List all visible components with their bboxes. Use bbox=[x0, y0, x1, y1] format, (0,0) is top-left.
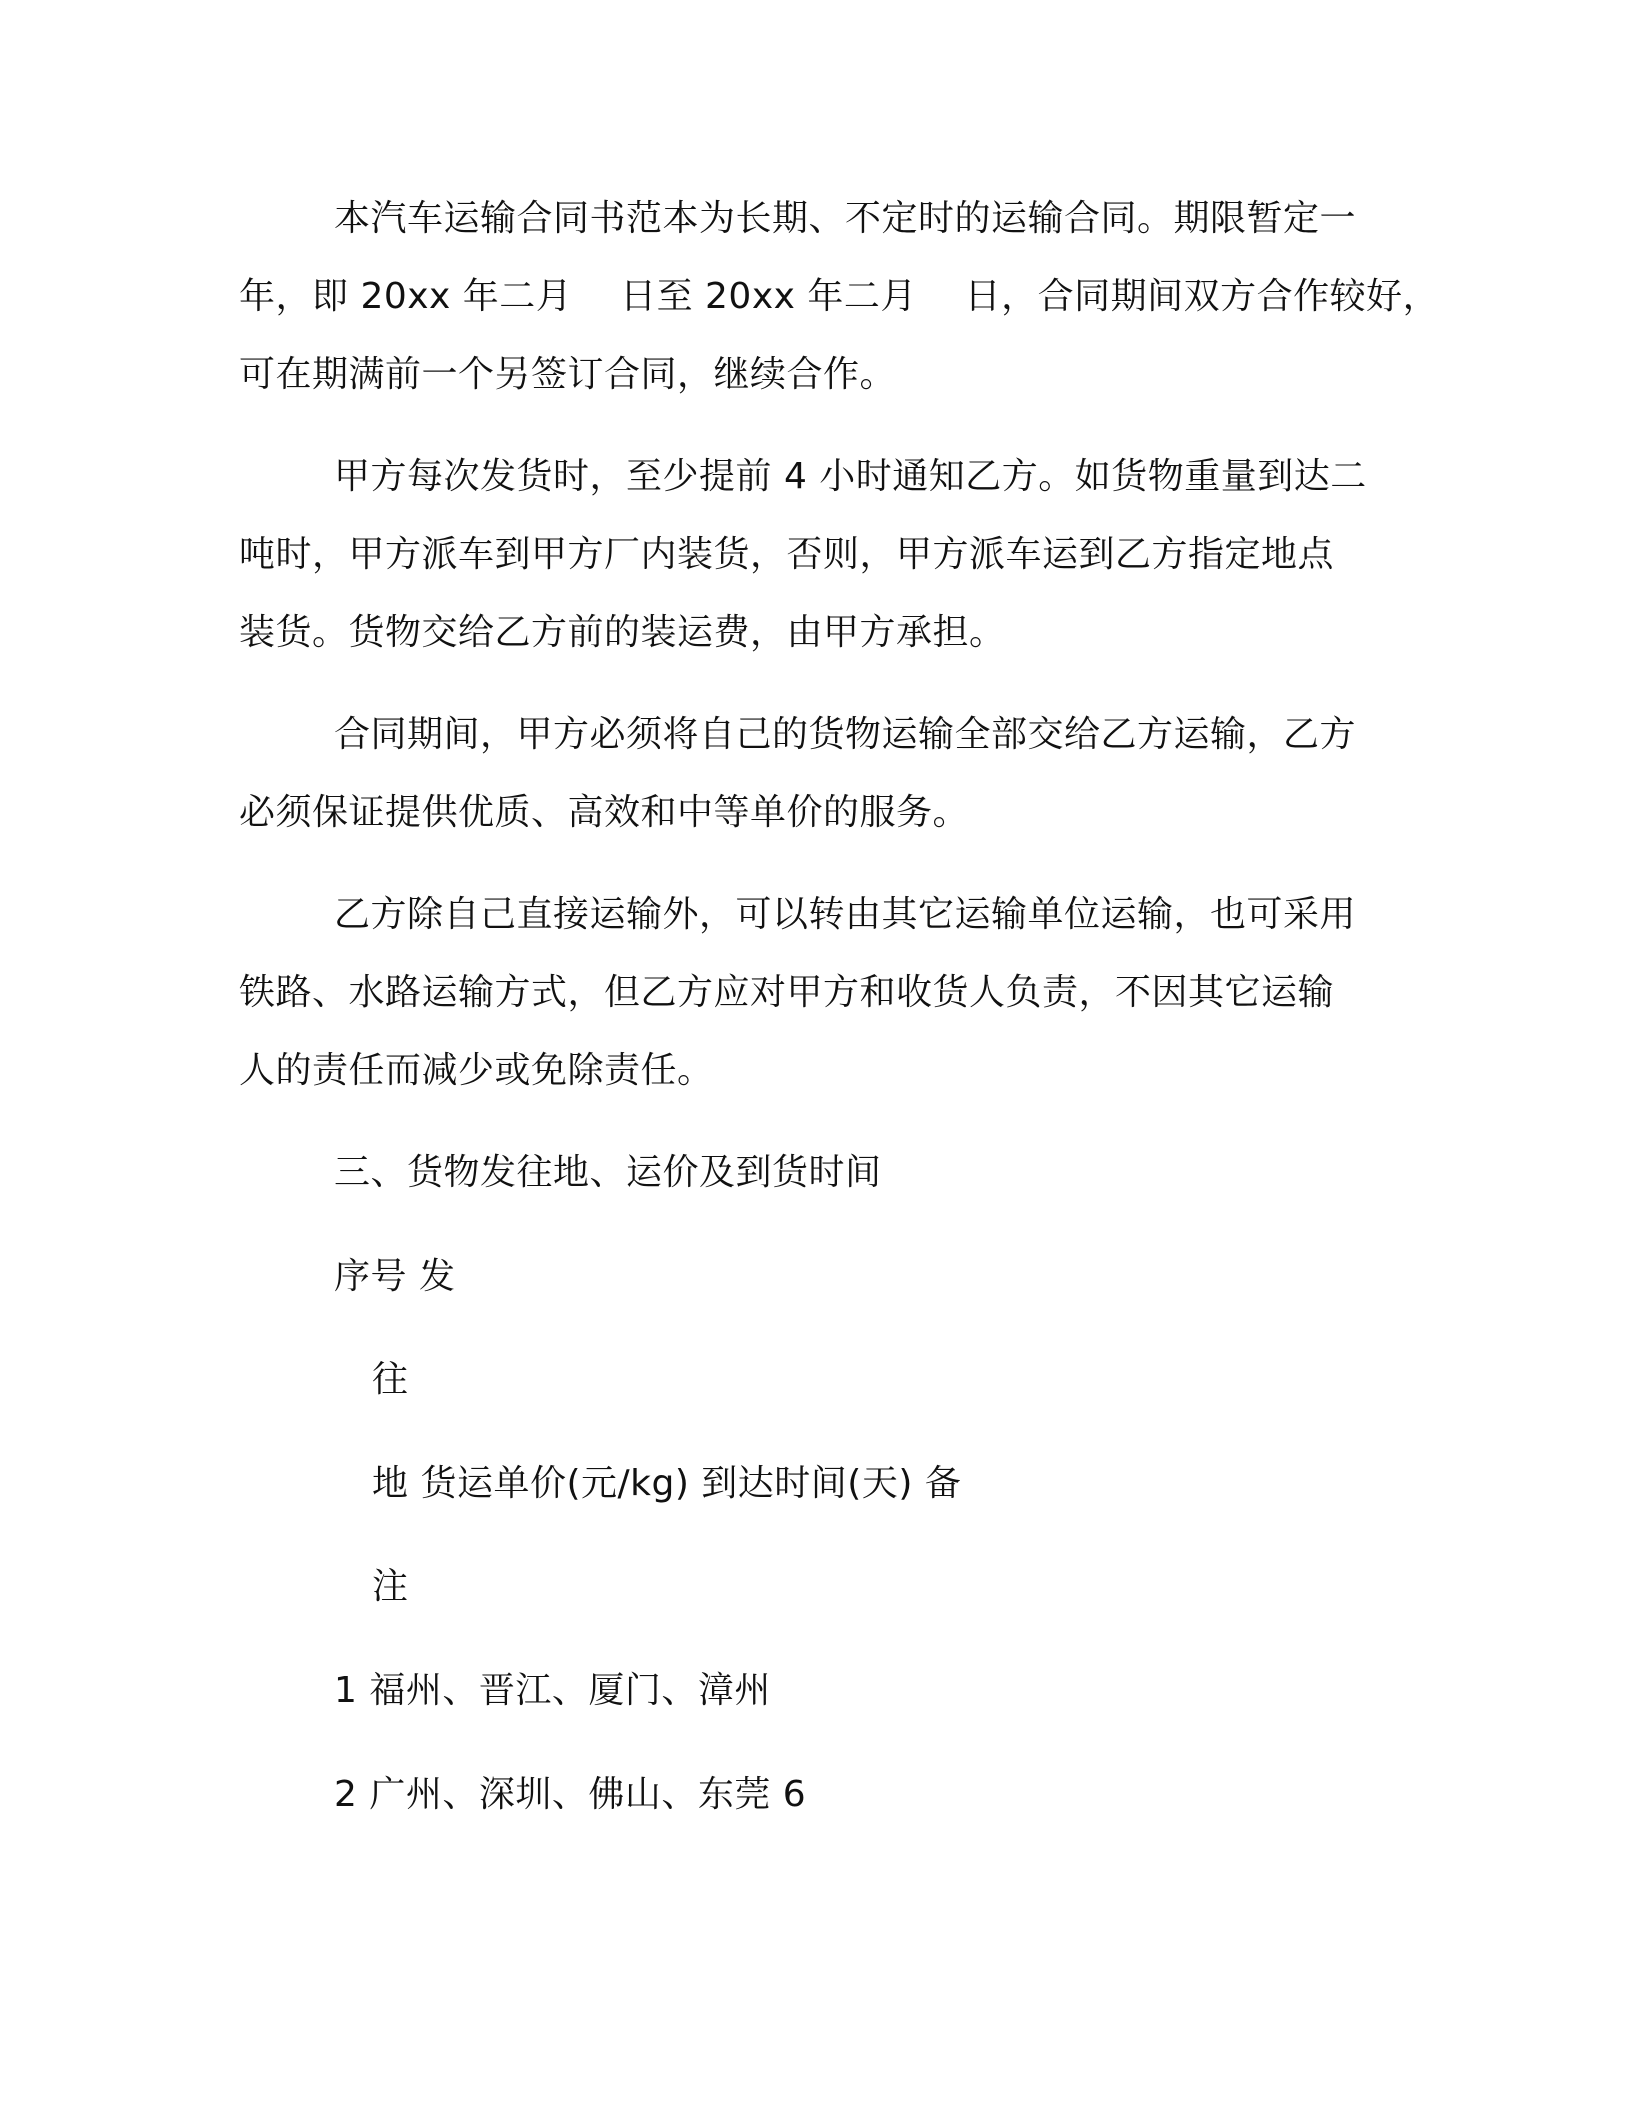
table-header-line: 序号 发 bbox=[334, 1256, 456, 1297]
section-heading: 三、货物发往地、运价及到货时间 bbox=[334, 1152, 882, 1193]
paragraph-obligation bbox=[239, 696, 1409, 852]
paragraph-line: 装货。货物交给乙方前的装运费，由甲方承担。 bbox=[239, 612, 1006, 653]
paragraph-line: 甲方每次发货时，至少提前 4 小时通知乙方。如货物重量到达二 bbox=[334, 456, 1367, 497]
paragraph-line: 可在期满前一个另签订合同，继续合作。 bbox=[239, 354, 897, 395]
table-header-line: 注 bbox=[372, 1566, 409, 1607]
paragraph-line: 吨时，甲方派车到甲方厂内装货，否则，甲方派车运到乙方指定地点 bbox=[239, 534, 1335, 575]
paragraph-responsibility bbox=[239, 876, 1409, 1110]
paragraph-line: 人的责任而减少或免除责任。 bbox=[239, 1050, 714, 1091]
paragraph-line: 必须保证提供优质、高效和中等单价的服务。 bbox=[239, 792, 970, 833]
table-row: 1 福州、晋江、厦门、漳州 bbox=[334, 1670, 771, 1711]
paragraph-line: 年，即 20xx 年二月 日至 20xx 年二月 日，合同期间双方合作较好， bbox=[239, 276, 1440, 317]
paragraph-notice bbox=[239, 438, 1409, 672]
paragraph-line: 本汽车运输合同书范本为长期、不定时的运输合同。期限暂定一 bbox=[334, 198, 1357, 239]
table-header-line: 往 bbox=[372, 1359, 409, 1400]
paragraph-term bbox=[239, 180, 1440, 414]
table-header-line: 地 货运单价(元/kg) 到达时间(天) 备 bbox=[372, 1463, 962, 1504]
paragraph-line: 合同期间，甲方必须将自己的货物运输全部交给乙方运输，乙方 bbox=[334, 714, 1357, 755]
table-row: 2 广州、深圳、佛山、东莞 6 bbox=[334, 1774, 807, 1815]
paragraph-line: 铁路、水路运输方式，但乙方应对甲方和收货人负责，不因其它运输 bbox=[239, 972, 1335, 1013]
paragraph-line: 乙方除自己直接运输外，可以转由其它运输单位运输，也可采用 bbox=[334, 894, 1357, 935]
